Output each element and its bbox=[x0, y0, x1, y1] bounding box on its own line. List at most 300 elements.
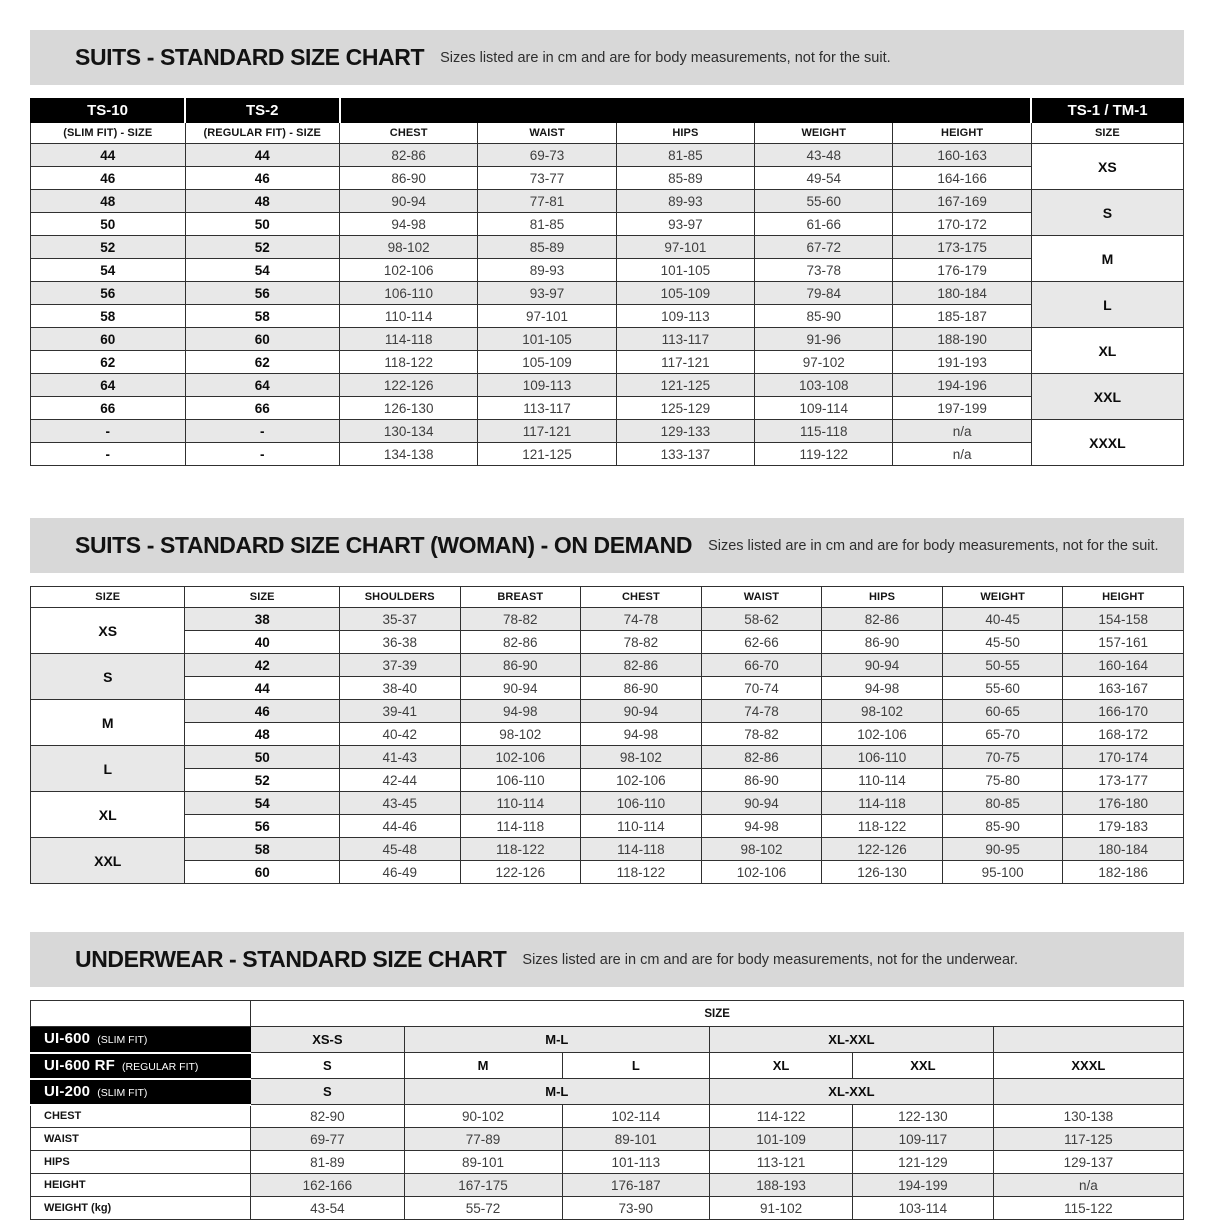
measure-value-cell: n/a bbox=[993, 1174, 1183, 1197]
measure-value-cell: 81-89 bbox=[251, 1151, 404, 1174]
size-cell: 54 bbox=[185, 792, 339, 815]
weight-cell: 40-45 bbox=[942, 608, 1063, 631]
chest-cell: 130-134 bbox=[340, 420, 478, 443]
measure-value-cell: 113-121 bbox=[710, 1151, 853, 1174]
model-size-cell: S bbox=[251, 1053, 404, 1079]
size-group-cell: XS bbox=[1031, 144, 1183, 190]
ts10-header: TS-10 bbox=[31, 99, 186, 123]
table-row bbox=[31, 305, 1184, 328]
shoulders-cell: 46-49 bbox=[339, 861, 460, 884]
hips-cell: 121-125 bbox=[616, 374, 754, 397]
weight-cell: 55-60 bbox=[755, 190, 893, 213]
weight-cell: 67-72 bbox=[755, 236, 893, 259]
measure-value-cell: 43-54 bbox=[251, 1197, 404, 1220]
measure-value-cell: 82-90 bbox=[251, 1105, 404, 1128]
col-header-breast: BREAST bbox=[460, 587, 581, 608]
measure-label: CHEST bbox=[31, 1105, 251, 1128]
weight-cell: 103-108 bbox=[755, 374, 893, 397]
weight-cell: 55-60 bbox=[942, 677, 1063, 700]
model-size-cell bbox=[993, 1079, 1183, 1105]
table-row bbox=[31, 236, 1184, 259]
column-header-row bbox=[31, 587, 1184, 608]
size-cell: 44 bbox=[185, 677, 339, 700]
measure-value-cell: 90-102 bbox=[404, 1105, 562, 1128]
breast-cell: 90-94 bbox=[460, 677, 581, 700]
slim-size-cell: - bbox=[31, 443, 186, 466]
measure-value-cell: 162-166 bbox=[251, 1174, 404, 1197]
weight-cell: 90-95 bbox=[942, 838, 1063, 861]
regular-size-cell: - bbox=[185, 420, 340, 443]
regular-size-cell: 60 bbox=[185, 328, 340, 351]
height-cell: 170-174 bbox=[1063, 746, 1184, 769]
chest-cell: 98-102 bbox=[581, 746, 702, 769]
regular-size-cell: 54 bbox=[185, 259, 340, 282]
breast-cell: 102-106 bbox=[460, 746, 581, 769]
weight-cell: 119-122 bbox=[755, 443, 893, 466]
hips-cell: 93-97 bbox=[616, 213, 754, 236]
measure-value-cell: 176-187 bbox=[562, 1174, 710, 1197]
size-group-cell: XXXL bbox=[1031, 420, 1183, 466]
table-row bbox=[31, 1105, 1184, 1128]
height-cell: 185-187 bbox=[893, 305, 1031, 328]
shoulders-cell: 38-40 bbox=[339, 677, 460, 700]
slim-size-cell: 52 bbox=[31, 236, 186, 259]
col-header-slim-fit-size: (SLIM FIT) - SIZE bbox=[31, 123, 186, 144]
hips-cell: 114-118 bbox=[822, 792, 943, 815]
slim-size-cell: 58 bbox=[31, 305, 186, 328]
size-cell: 56 bbox=[185, 815, 339, 838]
weight-cell: 49-54 bbox=[755, 167, 893, 190]
corner-cell bbox=[31, 1001, 251, 1027]
measure-value-cell: 122-130 bbox=[853, 1105, 994, 1128]
chest-cell: 118-122 bbox=[581, 861, 702, 884]
model-size-cell: S bbox=[251, 1079, 404, 1105]
underwear-subtitle: Sizes listed are in cm and are for body measurements, not for the underwear. bbox=[522, 951, 1019, 968]
waist-cell: 97-101 bbox=[478, 305, 616, 328]
ts1-tm1-header: TS-1 / TM-1 bbox=[1031, 99, 1183, 123]
waist-cell: 93-97 bbox=[478, 282, 616, 305]
regular-size-cell: 52 bbox=[185, 236, 340, 259]
slim-size-cell: 60 bbox=[31, 328, 186, 351]
height-cell: n/a bbox=[893, 443, 1031, 466]
model-name: UI-200 bbox=[44, 1082, 91, 1100]
chest-cell: 122-126 bbox=[340, 374, 478, 397]
slim-size-cell: 46 bbox=[31, 167, 186, 190]
col-header-waist: WAIST bbox=[701, 587, 822, 608]
size-group-cell: S bbox=[1031, 190, 1183, 236]
height-cell: 166-170 bbox=[1063, 700, 1184, 723]
chest-cell: 94-98 bbox=[581, 723, 702, 746]
hips-cell: 110-114 bbox=[822, 769, 943, 792]
weight-cell: 75-80 bbox=[942, 769, 1063, 792]
size-group-cell: M bbox=[1031, 236, 1183, 282]
waist-cell: 105-109 bbox=[478, 351, 616, 374]
measure-value-cell: 114-122 bbox=[710, 1105, 853, 1128]
waist-cell: 98-102 bbox=[701, 838, 822, 861]
table-row bbox=[31, 190, 1184, 213]
underwear-title-band bbox=[30, 932, 1184, 987]
measure-value-cell: 167-175 bbox=[404, 1174, 562, 1197]
measure-value-cell: 101-109 bbox=[710, 1128, 853, 1151]
waist-cell: 74-78 bbox=[701, 700, 822, 723]
waist-cell: 69-73 bbox=[478, 144, 616, 167]
table-row bbox=[31, 351, 1184, 374]
size-cell: 46 bbox=[185, 700, 339, 723]
table-row bbox=[31, 167, 1184, 190]
size-group-cell: S bbox=[31, 654, 185, 700]
size-cell: 42 bbox=[185, 654, 339, 677]
breast-cell: 78-82 bbox=[460, 608, 581, 631]
table-row bbox=[31, 374, 1184, 397]
size-group-cell: L bbox=[1031, 282, 1183, 328]
measure-value-cell: 89-101 bbox=[404, 1151, 562, 1174]
shoulders-cell: 35-37 bbox=[339, 608, 460, 631]
shoulders-cell: 40-42 bbox=[339, 723, 460, 746]
col-header-height: HEIGHT bbox=[1063, 587, 1184, 608]
table-row bbox=[31, 144, 1184, 167]
height-cell: 176-180 bbox=[1063, 792, 1184, 815]
weight-cell: 60-65 bbox=[942, 700, 1063, 723]
col-header-chest: CHEST bbox=[340, 123, 478, 144]
slim-size-cell: 50 bbox=[31, 213, 186, 236]
height-cell: 160-163 bbox=[893, 144, 1031, 167]
chest-cell: 110-114 bbox=[340, 305, 478, 328]
weight-cell: 61-66 bbox=[755, 213, 893, 236]
model-size-cell: XXL bbox=[853, 1053, 994, 1079]
weight-cell: 50-55 bbox=[942, 654, 1063, 677]
col-header-regular-fit-size: (REGULAR FIT) - SIZE bbox=[185, 123, 340, 144]
measure-value-cell: 103-114 bbox=[853, 1197, 994, 1220]
chest-cell: 114-118 bbox=[340, 328, 478, 351]
table-row bbox=[31, 282, 1184, 305]
table-row bbox=[31, 608, 1184, 631]
hips-cell: 133-137 bbox=[616, 443, 754, 466]
chest-cell: 78-82 bbox=[581, 631, 702, 654]
size-cell: 58 bbox=[185, 838, 339, 861]
slim-size-cell: 54 bbox=[31, 259, 186, 282]
chest-cell: 134-138 bbox=[340, 443, 478, 466]
chest-cell: 90-94 bbox=[340, 190, 478, 213]
waist-cell: 101-105 bbox=[478, 328, 616, 351]
hips-cell: 82-86 bbox=[822, 608, 943, 631]
suits-woman-table bbox=[30, 586, 1184, 884]
size-header-row bbox=[31, 1001, 1184, 1027]
model-label bbox=[31, 1053, 251, 1079]
size-cell: 50 bbox=[185, 746, 339, 769]
size-cell: 38 bbox=[185, 608, 339, 631]
waist-cell: 73-77 bbox=[478, 167, 616, 190]
breast-cell: 122-126 bbox=[460, 861, 581, 884]
model-size-cell: XL bbox=[710, 1053, 853, 1079]
chest-cell: 94-98 bbox=[340, 213, 478, 236]
waist-cell: 66-70 bbox=[701, 654, 822, 677]
waist-cell: 82-86 bbox=[701, 746, 822, 769]
height-cell: 173-175 bbox=[893, 236, 1031, 259]
hips-cell: 118-122 bbox=[822, 815, 943, 838]
shoulders-cell: 39-41 bbox=[339, 700, 460, 723]
suits-woman-title: SUITS - STANDARD SIZE CHART (WOMAN) - ON DEMAND bbox=[75, 532, 693, 558]
col-header-hips: HIPS bbox=[616, 123, 754, 144]
ts2-header: TS-2 bbox=[185, 99, 340, 123]
height-cell: 173-177 bbox=[1063, 769, 1184, 792]
model-size-cell bbox=[993, 1027, 1183, 1053]
measure-value-cell: 55-72 bbox=[404, 1197, 562, 1220]
size-group-cell: XL bbox=[1031, 328, 1183, 374]
breast-cell: 82-86 bbox=[460, 631, 581, 654]
height-cell: 194-196 bbox=[893, 374, 1031, 397]
table-row bbox=[31, 815, 1184, 838]
shoulders-cell: 37-39 bbox=[339, 654, 460, 677]
model-row bbox=[31, 1053, 1184, 1079]
regular-size-cell: 58 bbox=[185, 305, 340, 328]
height-cell: 157-161 bbox=[1063, 631, 1184, 654]
weight-cell: 70-75 bbox=[942, 746, 1063, 769]
height-cell: 180-184 bbox=[893, 282, 1031, 305]
suits-men-title-band bbox=[30, 30, 1184, 85]
waist-cell: 117-121 bbox=[478, 420, 616, 443]
model-fit-label: (SLIM FIT) bbox=[97, 1034, 148, 1047]
hips-cell: 97-101 bbox=[616, 236, 754, 259]
hips-cell: 105-109 bbox=[616, 282, 754, 305]
shoulders-cell: 36-38 bbox=[339, 631, 460, 654]
regular-size-cell: 56 bbox=[185, 282, 340, 305]
weight-cell: 115-118 bbox=[755, 420, 893, 443]
waist-cell: 85-89 bbox=[478, 236, 616, 259]
weight-cell: 85-90 bbox=[755, 305, 893, 328]
measure-value-cell: 101-113 bbox=[562, 1151, 710, 1174]
height-cell: 180-184 bbox=[1063, 838, 1184, 861]
measure-value-cell: 117-125 bbox=[993, 1128, 1183, 1151]
size-header: SIZE bbox=[251, 1001, 1184, 1027]
measure-value-cell: 77-89 bbox=[404, 1128, 562, 1151]
chest-cell: 74-78 bbox=[581, 608, 702, 631]
col-header-size-group: SIZE bbox=[31, 587, 185, 608]
hips-cell: 106-110 bbox=[822, 746, 943, 769]
size-cell: 52 bbox=[185, 769, 339, 792]
breast-cell: 118-122 bbox=[460, 838, 581, 861]
measure-value-cell: 130-138 bbox=[993, 1105, 1183, 1128]
hips-cell: 98-102 bbox=[822, 700, 943, 723]
chest-cell: 86-90 bbox=[581, 677, 702, 700]
waist-cell: 102-106 bbox=[701, 861, 822, 884]
table-row bbox=[31, 631, 1184, 654]
breast-cell: 106-110 bbox=[460, 769, 581, 792]
hips-cell: 86-90 bbox=[822, 631, 943, 654]
size-group-cell: XXL bbox=[31, 838, 185, 884]
weight-cell: 97-102 bbox=[755, 351, 893, 374]
regular-size-cell: 62 bbox=[185, 351, 340, 374]
chest-cell: 82-86 bbox=[581, 654, 702, 677]
chest-cell: 106-110 bbox=[581, 792, 702, 815]
hips-cell: 117-121 bbox=[616, 351, 754, 374]
measure-value-cell: 188-193 bbox=[710, 1174, 853, 1197]
measure-label: WEIGHT (kg) bbox=[31, 1197, 251, 1220]
underwear-table bbox=[30, 1000, 1184, 1220]
table-row bbox=[31, 259, 1184, 282]
breast-cell: 86-90 bbox=[460, 654, 581, 677]
measure-value-cell: 91-102 bbox=[710, 1197, 853, 1220]
underwear-title: UNDERWEAR - STANDARD SIZE CHART bbox=[75, 946, 507, 972]
slim-size-cell: 56 bbox=[31, 282, 186, 305]
height-cell: 182-186 bbox=[1063, 861, 1184, 884]
height-cell: 188-190 bbox=[893, 328, 1031, 351]
table-row bbox=[31, 1128, 1184, 1151]
chest-cell: 114-118 bbox=[581, 838, 702, 861]
model-size-cell: M bbox=[404, 1053, 562, 1079]
breast-cell: 98-102 bbox=[460, 723, 581, 746]
size-group-cell: XXL bbox=[1031, 374, 1183, 420]
shoulders-cell: 44-46 bbox=[339, 815, 460, 838]
table-row bbox=[31, 443, 1184, 466]
hips-cell: 85-89 bbox=[616, 167, 754, 190]
chest-cell: 86-90 bbox=[340, 167, 478, 190]
chest-cell: 98-102 bbox=[340, 236, 478, 259]
regular-size-cell: 44 bbox=[185, 144, 340, 167]
table-row bbox=[31, 677, 1184, 700]
table-row bbox=[31, 328, 1184, 351]
table-row bbox=[31, 1197, 1184, 1220]
table-row bbox=[31, 1151, 1184, 1174]
model-label bbox=[31, 1079, 251, 1105]
weight-cell: 109-114 bbox=[755, 397, 893, 420]
height-cell: 164-166 bbox=[893, 167, 1031, 190]
regular-size-cell: 48 bbox=[185, 190, 340, 213]
model-size-cell: XL-XXL bbox=[710, 1027, 994, 1053]
table-row bbox=[31, 792, 1184, 815]
col-header-waist: WAIST bbox=[478, 123, 616, 144]
col-header-shoulders: SHOULDERS bbox=[339, 587, 460, 608]
chest-cell: 126-130 bbox=[340, 397, 478, 420]
measure-value-cell: 89-101 bbox=[562, 1128, 710, 1151]
height-cell: n/a bbox=[893, 420, 1031, 443]
height-cell: 170-172 bbox=[893, 213, 1031, 236]
measure-value-cell: 115-122 bbox=[993, 1197, 1183, 1220]
model-header-row bbox=[31, 99, 1184, 123]
weight-cell: 43-48 bbox=[755, 144, 893, 167]
height-cell: 160-164 bbox=[1063, 654, 1184, 677]
model-row bbox=[31, 1027, 1184, 1053]
size-group-cell: L bbox=[31, 746, 185, 792]
hips-cell: 89-93 bbox=[616, 190, 754, 213]
hips-cell: 102-106 bbox=[822, 723, 943, 746]
measure-value-cell: 109-117 bbox=[853, 1128, 994, 1151]
size-cell: 48 bbox=[185, 723, 339, 746]
measure-label: HEIGHT bbox=[31, 1174, 251, 1197]
col-header-weight: WEIGHT bbox=[942, 587, 1063, 608]
suits-woman-title-band bbox=[30, 518, 1184, 573]
waist-cell: 78-82 bbox=[701, 723, 822, 746]
measure-label: WAIST bbox=[31, 1128, 251, 1151]
measure-label: HIPS bbox=[31, 1151, 251, 1174]
waist-cell: 77-81 bbox=[478, 190, 616, 213]
height-cell: 179-183 bbox=[1063, 815, 1184, 838]
table-row bbox=[31, 769, 1184, 792]
regular-size-cell: - bbox=[185, 443, 340, 466]
breast-cell: 110-114 bbox=[460, 792, 581, 815]
table-row bbox=[31, 746, 1184, 769]
waist-cell: 70-74 bbox=[701, 677, 822, 700]
weight-cell: 65-70 bbox=[942, 723, 1063, 746]
regular-size-cell: 66 bbox=[185, 397, 340, 420]
weight-cell: 79-84 bbox=[755, 282, 893, 305]
table-row bbox=[31, 838, 1184, 861]
breast-cell: 94-98 bbox=[460, 700, 581, 723]
hips-cell: 81-85 bbox=[616, 144, 754, 167]
suits-men-table bbox=[30, 98, 1184, 466]
hips-cell: 109-113 bbox=[616, 305, 754, 328]
chest-cell: 90-94 bbox=[581, 700, 702, 723]
model-fit-label: (REGULAR FIT) bbox=[122, 1060, 199, 1073]
hips-cell: 90-94 bbox=[822, 654, 943, 677]
slim-size-cell: 62 bbox=[31, 351, 186, 374]
model-name: UI-600 RF bbox=[44, 1056, 115, 1074]
model-size-cell: M-L bbox=[404, 1027, 710, 1053]
waist-cell: 113-117 bbox=[478, 397, 616, 420]
slim-size-cell: 66 bbox=[31, 397, 186, 420]
hips-cell: 122-126 bbox=[822, 838, 943, 861]
weight-cell: 91-96 bbox=[755, 328, 893, 351]
height-cell: 191-193 bbox=[893, 351, 1031, 374]
chest-cell: 118-122 bbox=[340, 351, 478, 374]
waist-cell: 62-66 bbox=[701, 631, 822, 654]
model-size-cell: L bbox=[562, 1053, 710, 1079]
waist-cell: 90-94 bbox=[701, 792, 822, 815]
black-spacer bbox=[340, 99, 1032, 123]
regular-size-cell: 64 bbox=[185, 374, 340, 397]
table-row bbox=[31, 213, 1184, 236]
waist-cell: 86-90 bbox=[701, 769, 822, 792]
col-header-height: HEIGHT bbox=[893, 123, 1031, 144]
size-cell: 60 bbox=[185, 861, 339, 884]
size-group-cell: XL bbox=[31, 792, 185, 838]
slim-size-cell: 64 bbox=[31, 374, 186, 397]
weight-cell: 95-100 bbox=[942, 861, 1063, 884]
waist-cell: 121-125 bbox=[478, 443, 616, 466]
hips-cell: 125-129 bbox=[616, 397, 754, 420]
model-label bbox=[31, 1027, 251, 1053]
model-size-cell: XXXL bbox=[993, 1053, 1183, 1079]
weight-cell: 80-85 bbox=[942, 792, 1063, 815]
shoulders-cell: 42-44 bbox=[339, 769, 460, 792]
measure-value-cell: 73-90 bbox=[562, 1197, 710, 1220]
col-header-chest: CHEST bbox=[581, 587, 702, 608]
shoulders-cell: 41-43 bbox=[339, 746, 460, 769]
regular-size-cell: 46 bbox=[185, 167, 340, 190]
size-group-cell: M bbox=[31, 700, 185, 746]
model-size-cell: XL-XXL bbox=[710, 1079, 994, 1105]
regular-size-cell: 50 bbox=[185, 213, 340, 236]
shoulders-cell: 43-45 bbox=[339, 792, 460, 815]
weight-cell: 45-50 bbox=[942, 631, 1063, 654]
table-row bbox=[31, 1174, 1184, 1197]
col-header-hips: HIPS bbox=[822, 587, 943, 608]
breast-cell: 114-118 bbox=[460, 815, 581, 838]
height-cell: 176-179 bbox=[893, 259, 1031, 282]
table-row bbox=[31, 397, 1184, 420]
weight-cell: 73-78 bbox=[755, 259, 893, 282]
hips-cell: 126-130 bbox=[822, 861, 943, 884]
column-header-row bbox=[31, 123, 1184, 144]
measure-value-cell: 194-199 bbox=[853, 1174, 994, 1197]
size-cell: 40 bbox=[185, 631, 339, 654]
waist-cell: 81-85 bbox=[478, 213, 616, 236]
measure-value-cell: 121-129 bbox=[853, 1151, 994, 1174]
size-group-cell: XS bbox=[31, 608, 185, 654]
table-row bbox=[31, 700, 1184, 723]
chest-cell: 106-110 bbox=[340, 282, 478, 305]
col-header-size: SIZE bbox=[1031, 123, 1183, 144]
underwear-section bbox=[30, 932, 1184, 1220]
